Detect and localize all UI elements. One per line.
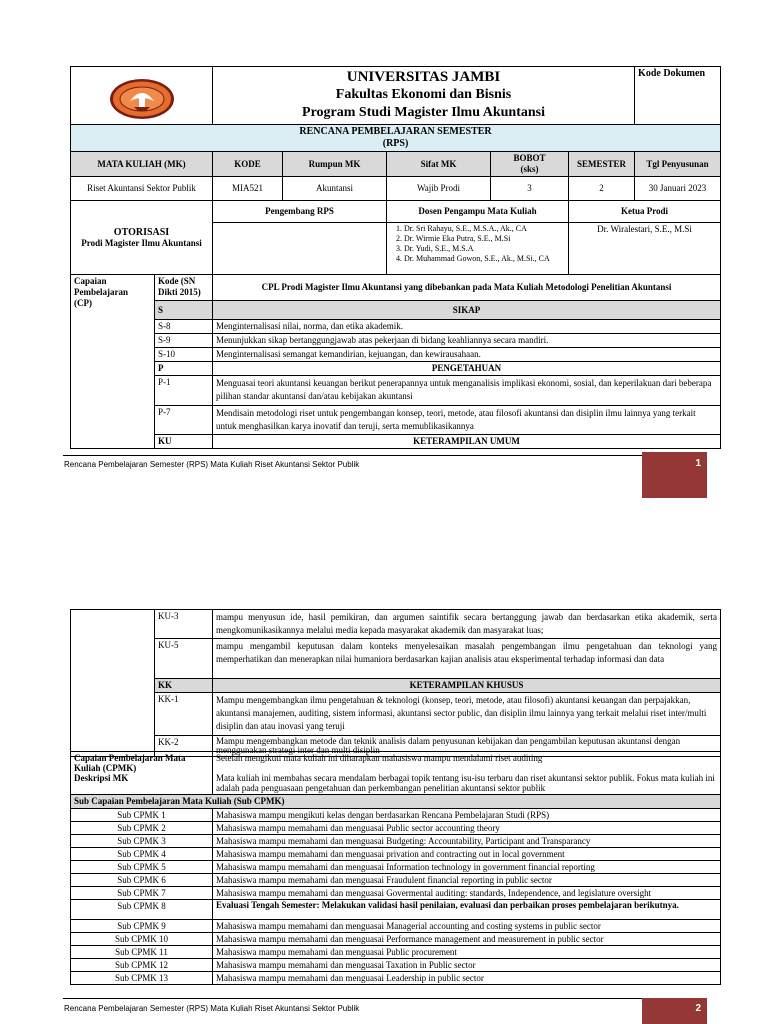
- footer-text: Rencana Pembelajaran Semester (RPS) Mata Kuliah Riset Akuntansi Sektor Publik: [64, 1004, 360, 1013]
- doc-code-label: Kode Dokumen: [638, 68, 705, 79]
- cpmk-label-2: Kuliah (CPMK): [74, 763, 137, 773]
- ketua-value: Dr. Wiralestari, S.E., M.Si: [569, 223, 721, 275]
- table-row-text: Menguasai teori akuntansi keuangan berikut penerapannya untuk menganalisis implikasi ekonomi, sosial, dan keperilakuan dari beberapa pilihan standar akuntansi dan/atau kebijakan akuntansi: [213, 376, 721, 406]
- table-row-text: mampu mengambil keputusan dalam konteks menyelesaikan masalah pengembangan ilmu pengetahuan dan teknologi yang memperhatikan dan menerapkan nilai humaniora berdasarkan kajian analisis atau eksperimental terhadap informasi dan data: [213, 639, 721, 679]
- otorisasi-subtitle: Prodi Magister Ilmu Akuntansi: [81, 237, 202, 248]
- cpmk-table: [70, 751, 721, 809]
- table-row: [71, 874, 721, 887]
- university-name: UNIVERSITAS JAMBI: [346, 69, 501, 85]
- table-row: [71, 861, 721, 874]
- list-item: 1. Dr. Sri Rahayu, S.E., M.S.A., Ak., CA: [404, 224, 565, 234]
- ku-title: KETERAMPILAN UMUM: [213, 435, 721, 449]
- sub-cpmk-text: Mahasiswa mampu memahami dan menguasai Public sector accounting theory: [213, 822, 721, 835]
- sub-cpmk-label: Sub CPMK 1: [71, 809, 213, 822]
- kode-header: [213, 152, 283, 177]
- course-rumpun: Akuntansi: [283, 177, 387, 201]
- course-semester: 2: [569, 177, 635, 201]
- title-cell: [213, 67, 635, 125]
- table-row: [71, 946, 721, 959]
- university-logo-icon: [108, 77, 176, 121]
- sks-header-label: (sks): [520, 164, 539, 174]
- pengetahuan-title: PENGETAHUAN: [213, 362, 721, 376]
- course-date: 30 Januari 2023: [635, 177, 721, 201]
- table-row-code: KK-1: [155, 693, 213, 736]
- rumpun-header-label: Rumpun MK: [308, 158, 361, 169]
- kode-sn-label: Kode (SN: [158, 276, 196, 286]
- sub-cpmk-table: [70, 808, 721, 985]
- bobot-header: [491, 152, 569, 177]
- sub-cpmk-text: Mahasiswa mampu memahami dan menguasai Performance management and measurement in public sector: [213, 933, 721, 946]
- sub-cpmk-label: Sub CPMK 3: [71, 835, 213, 848]
- table-row-code: KU-3: [155, 610, 213, 639]
- footer-text: Rencana Pembelajaran Semester (RPS) Mata Kuliah Riset Akuntansi Sektor Publik: [64, 460, 360, 469]
- sub-cpmk-label: Sub CPMK 4: [71, 848, 213, 861]
- footer-divider: [63, 998, 643, 999]
- sub-cpmk-label: Sub CPMK 5: [71, 861, 213, 874]
- page-number-box: [642, 998, 707, 1024]
- course-sifat: Wajib Prodi: [387, 177, 491, 201]
- list-item: 4. Dr. Muhammad Gowon, S.E., Ak., M.Si., CA: [404, 254, 565, 264]
- rps-abbr: (RPS): [382, 138, 409, 149]
- kode-sn-label-2: Dikti 2015): [158, 287, 201, 297]
- p-code: P: [155, 362, 213, 376]
- otorisasi-title: OTORISASI: [113, 226, 170, 238]
- table-row-code: KK-2: [155, 736, 213, 757]
- table-row-text: Menunjukkan sikap bertanggungjawab atas pekerjaan di bidang keahliannya secara mandiri.: [213, 334, 721, 348]
- cpmk-label: Capaian Pembelajaran Mata: [74, 753, 186, 763]
- cpmk-text: Setelah mengikuti mata kuliah ini diharapkan mahasiswa mampu mendalami riset auditing: [216, 753, 543, 763]
- table-row-text: Menginternalisasi nilai, norma, dan etika akademik.: [213, 320, 721, 334]
- table-row-text: Mendisain metodologi riset untuk pengembangan konsep, teori, metode, atau filosofi akuntansi dan disiplin ilmu lainnya yang terkait untuk menghasilkan karya inovatif dan teruji, serta memublikasikannya: [213, 406, 721, 435]
- sikap-title: SIKAP: [213, 301, 721, 320]
- cpl-description: CPL Prodi Magister Ilmu Akuntansi yang dibebankan pada Mata Kuliah Metodologi Penelitian Akuntansi: [213, 275, 721, 301]
- table-row: [71, 900, 721, 920]
- dosen-list: [390, 224, 565, 264]
- table-row: [71, 887, 721, 900]
- table-row: [71, 809, 721, 822]
- logo-cell: [71, 67, 213, 125]
- deskripsi-text: Mata kuliah ini membahas secara mendalam berbagai topik tentang isu-isu terbaru dan riset akuntansi sektor publik. Fokus mata kuliah ini adalah pada penguasaan pengetahuan dan perkembangan penelitian akuntansi sektor publik: [216, 773, 715, 793]
- kode-sn-cell: [155, 275, 213, 301]
- pengembang-label: Pengembang RPS: [213, 201, 387, 223]
- list-item: 2. Dr. Wirmie Eka Putra, S.E., M.Si: [404, 234, 565, 244]
- page1-table: [70, 66, 721, 449]
- page-number-box: [642, 452, 707, 498]
- sub-cpmk-label: Sub CPMK 6: [71, 874, 213, 887]
- doc-code-cell: [635, 67, 721, 125]
- sub-cpmk-text: Mahasiswa mampu memahami dan menguasai privation and contracting out in local government: [213, 848, 721, 861]
- sifat-header: [387, 152, 491, 177]
- rps-title-cell: [71, 125, 721, 152]
- sub-cpmk-title: Sub Capaian Pembelajaran Mata Kuliah (Sub CPMK): [71, 795, 721, 809]
- table-row-code: S-9: [155, 334, 213, 348]
- otorisasi-cell: [71, 201, 213, 275]
- sub-cpmk-text: Mahasiswa mampu mengikuti kelas dengan berdasarkan Rencana Pembelajaran Studi (RPS): [213, 809, 721, 822]
- sub-cpmk-text: Mahasiswa mampu memahami dan menguasai Managerial accounting and costing systems in public sector: [213, 920, 721, 933]
- course-code: MIA521: [213, 177, 283, 201]
- sikap-code: S: [155, 301, 213, 320]
- sifat-header-label: Sifat MK: [420, 158, 457, 169]
- tgl-header-label: Tgl Penyusunan: [646, 158, 709, 169]
- sub-cpmk-label: Sub CPMK 11: [71, 946, 213, 959]
- table-row: [71, 835, 721, 848]
- cp-label-cell: [71, 275, 155, 449]
- rumpun-header: [283, 152, 387, 177]
- mk-header-label: MATA KULIAH (MK): [97, 158, 186, 169]
- footer-divider: [63, 455, 643, 456]
- dosen-label: Dosen Pengampu Mata Kuliah: [387, 201, 569, 223]
- sub-cpmk-text: Mahasiswa mampu memahami dan menguasai Public procurement: [213, 946, 721, 959]
- cp-continuation-cell: [71, 610, 155, 757]
- bobot-header-label: BOBOT: [513, 153, 546, 163]
- sub-cpmk-text: Mahasiswa mampu memahami dan menguasai Fraudulent financial reporting in public sector: [213, 874, 721, 887]
- pengembang-value: [213, 223, 387, 275]
- program-name: Program Studi Magister Ilmu Akuntansi: [302, 105, 545, 120]
- deskripsi-label: Deskripsi MK: [74, 773, 129, 783]
- cpmk-content: [213, 752, 721, 795]
- sub-cpmk-label: Sub CPMK 13: [71, 972, 213, 985]
- sub-cpmk-text: Mahasiswa mampu memahami dan menguasai Govermental auditing: standards, Independence, and legislature oversight: [213, 887, 721, 900]
- semester-header: [569, 152, 635, 177]
- cp-label-3: (CP): [74, 298, 92, 308]
- rps-title: RENCANA PEMBELAJARAN SEMESTER: [299, 126, 492, 137]
- table-row: [71, 822, 721, 835]
- kk-code: KK: [155, 679, 213, 693]
- table-row: [71, 959, 721, 972]
- table-row-code: S-10: [155, 348, 213, 362]
- sub-cpmk-label: Sub CPMK 8: [71, 900, 213, 920]
- semester-header-label: SEMESTER: [577, 158, 627, 169]
- sub-cpmk-label: Sub CPMK 7: [71, 887, 213, 900]
- sub-cpmk-text: Mahasiswa mampu memahami dan menguasai Information technology in government financial reporting: [213, 861, 721, 874]
- sub-cpmk-text: Mahasiswa mampu memahami dan menguasai Leadership in public sector: [213, 972, 721, 985]
- dosen-list-cell: [387, 223, 569, 275]
- tgl-header: [635, 152, 721, 177]
- ketua-label: Ketua Prodi: [569, 201, 721, 223]
- sub-cpmk-label: Sub CPMK 2: [71, 822, 213, 835]
- sub-cpmk-text: Evaluasi Tengah Semester: Melakukan validasi hasil penilaian, evaluasi dan perbaikan proses pembelajaran berikutnya.: [213, 900, 721, 920]
- table-row-text: Mampu mengembangkan ilmu pengetahuan & teknologi (konsep, teori, metode, atau filosofi) akuntansi keuangan dan perpajakkan, akuntansi manajemen, auditing, sistem informasi, akuntansi sector public, dan disiplin ilmu lainnya yang terkait melalui riset inter/multi disiplin dan atau inovasi yang teruji: [213, 693, 721, 736]
- sub-cpmk-label: Sub CPMK 9: [71, 920, 213, 933]
- faculty-name: Fakultas Ekonomi dan Bisnis: [335, 87, 512, 102]
- table-row-code: P-1: [155, 376, 213, 406]
- sub-cpmk-body: [71, 809, 721, 985]
- page-number: 2: [695, 1003, 701, 1014]
- table-row: [71, 972, 721, 985]
- table-row-text: Mampu mengembangkan metode dan teknik analisis dalam penyusunan kebijakan dan pengambilan keputusan akuntansi dengan menggunakan strategi inter dan multi disiplin: [213, 736, 721, 757]
- table-row-code: S-8: [155, 320, 213, 334]
- cpmk-label-cell: [71, 752, 213, 795]
- mk-header: [71, 152, 213, 177]
- table-row: [71, 933, 721, 946]
- sub-cpmk-label: Sub CPMK 12: [71, 959, 213, 972]
- sub-cpmk-label: Sub CPMK 10: [71, 933, 213, 946]
- table-row: [71, 920, 721, 933]
- course-bobot: 3: [491, 177, 569, 201]
- table-row-text: mampu menyusun ide, hasil pemikiran, dan argumen saintifik secara bertanggung jawab dan berdasarkan etika akademik, serta mengkomunikasikannya melalui media kepada masyarakat akademik dan masyarakat luas;: [213, 610, 721, 639]
- page-number: 1: [695, 458, 701, 469]
- page2-table: [70, 609, 721, 757]
- cp-label: Capaian: [74, 276, 107, 286]
- sub-cpmk-text: Mahasiswa mampu memahami dan menguasai Budgeting: Accountability, Participant and Transparancy: [213, 835, 721, 848]
- cp-label-2: Pembelajaran: [74, 287, 128, 297]
- table-row: [71, 848, 721, 861]
- table-row-code: P-7: [155, 406, 213, 435]
- course-name: Riset Akuntansi Sektor Publik: [71, 177, 213, 201]
- kode-header-label: KODE: [234, 158, 261, 169]
- ku-code: KU: [155, 435, 213, 449]
- table-row-text: Menginternalisasi semangat kemandirian, kejuangan, dan kewirausahaan.: [213, 348, 721, 362]
- sub-cpmk-text: Mahasiswa mampu memahami dan menguasai Taxation in Public sector: [213, 959, 721, 972]
- table-row-code: KU-5: [155, 639, 213, 679]
- kk-title: KETERAMPILAN KHUSUS: [213, 679, 721, 693]
- list-item: 3. Dr. Yudi, S.E., M.S.A: [404, 244, 565, 254]
